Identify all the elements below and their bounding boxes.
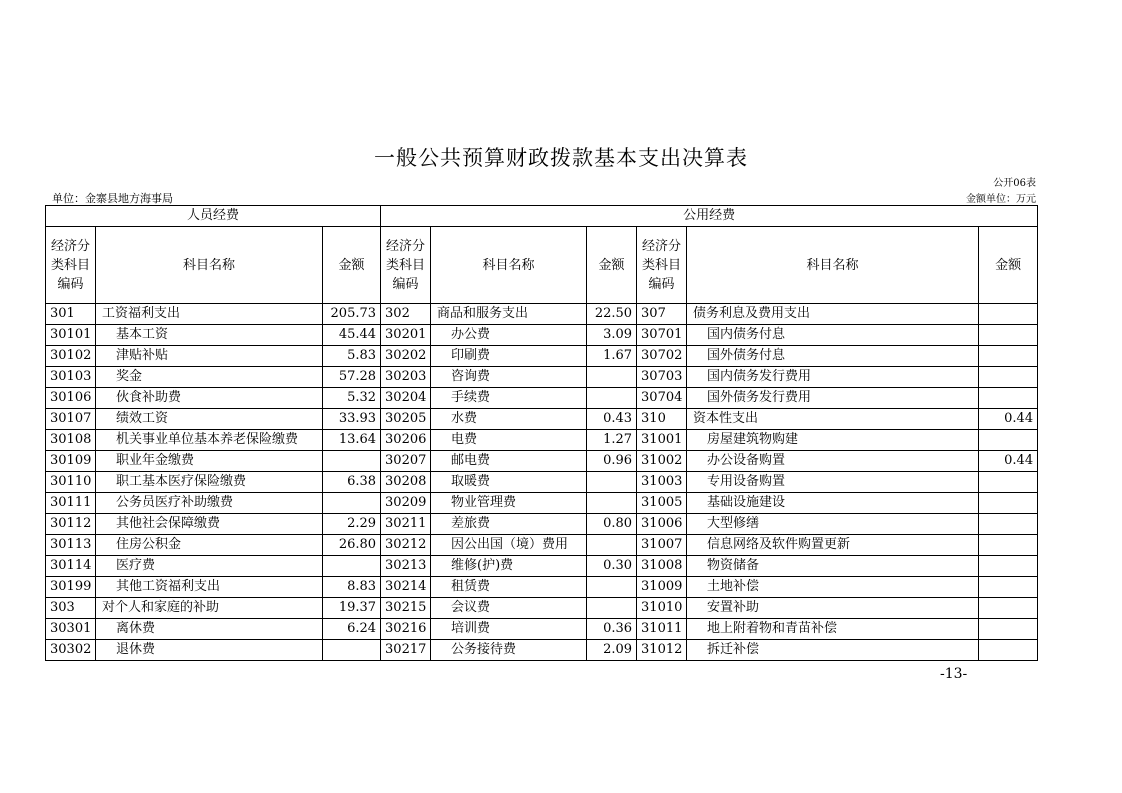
table-row [46,640,1038,661]
name-cell: 水费 [431,409,587,430]
amount-cell [323,640,381,661]
code-cell: 30106 [46,388,96,409]
amount-cell: 3.09 [587,325,637,346]
code-cell: 30102 [46,346,96,367]
code-cell: 31009 [637,577,687,598]
code-cell: 31002 [637,451,687,472]
code-cell: 30216 [381,619,431,640]
name-cell: 土地补偿 [687,577,979,598]
code-cell: 31007 [637,535,687,556]
code-cell: 30101 [46,325,96,346]
col-header-name: 科目名称 [431,227,587,304]
name-cell: 国外债务发行费用 [687,388,979,409]
name-cell: 奖金 [96,367,323,388]
col-header-name: 科目名称 [96,227,323,304]
table-row [46,493,1038,514]
amount-cell [979,619,1038,640]
code-cell: 30217 [381,640,431,661]
amount-cell [979,388,1038,409]
money-unit-label: 金额单位：万元 [966,194,1036,205]
code-cell: 30110 [46,472,96,493]
table-row [46,346,1038,367]
code-cell: 31010 [637,598,687,619]
code-cell: 30704 [637,388,687,409]
form-number: 公开06表 [993,178,1036,189]
name-cell: 物资储备 [687,556,979,577]
amount-cell [979,304,1038,325]
code-cell: 31008 [637,556,687,577]
code-cell: 30204 [381,388,431,409]
amount-cell: 205.73 [323,304,381,325]
page-number: -13- [940,666,968,682]
name-cell: 国外债务付息 [687,346,979,367]
amount-cell: 22.50 [587,304,637,325]
amount-cell [979,493,1038,514]
amount-cell: 1.27 [587,430,637,451]
page-title: 一般公共预算财政拨款基本支出决算表 [374,146,748,170]
col-header-name: 科目名称 [687,227,979,304]
amount-cell [587,472,637,493]
name-cell: 离休费 [96,619,323,640]
name-cell: 房屋建筑物购建 [687,430,979,451]
amount-cell: 5.83 [323,346,381,367]
amount-cell: 0.44 [979,409,1038,430]
table-row [46,514,1038,535]
amount-cell [979,472,1038,493]
amount-cell [587,535,637,556]
table-row [46,472,1038,493]
table-row [46,556,1038,577]
unit-label: 单位：金寨县地方海事局 [52,192,173,205]
code-cell: 30107 [46,409,96,430]
amount-cell: 2.29 [323,514,381,535]
name-cell: 取暖费 [431,472,587,493]
table-row [46,598,1038,619]
table-row [46,577,1038,598]
amount-cell [587,598,637,619]
col-header-amount: 金额 [587,227,637,304]
amount-cell [323,556,381,577]
amount-cell: 33.93 [323,409,381,430]
amount-cell: 45.44 [323,325,381,346]
amount-cell [979,367,1038,388]
table-body [46,304,1038,661]
table-row [46,451,1038,472]
name-cell: 差旅费 [431,514,587,535]
code-cell: 31012 [637,640,687,661]
amount-cell: 57.28 [323,367,381,388]
name-cell: 租赁费 [431,577,587,598]
name-cell: 商品和服务支出 [431,304,587,325]
group-header-public: 公用经费 [381,206,1038,227]
code-cell: 30205 [381,409,431,430]
code-cell: 302 [381,304,431,325]
name-cell: 拆迁补偿 [687,640,979,661]
code-cell: 310 [637,409,687,430]
code-cell: 30301 [46,619,96,640]
amount-cell [979,346,1038,367]
name-cell: 其他工资福利支出 [96,577,323,598]
name-cell: 办公设备购置 [687,451,979,472]
name-cell: 大型修缮 [687,514,979,535]
amount-cell [323,451,381,472]
name-cell: 机关事业单位基本养老保险缴费 [96,430,323,451]
amount-cell [979,514,1038,535]
code-cell: 30103 [46,367,96,388]
name-cell: 地上附着物和青苗补偿 [687,619,979,640]
name-cell: 维修(护)费 [431,556,587,577]
code-cell: 30215 [381,598,431,619]
name-cell: 债务利息及费用支出 [687,304,979,325]
code-cell: 30211 [381,514,431,535]
name-cell: 因公出国（境）费用 [431,535,587,556]
name-cell: 会议费 [431,598,587,619]
amount-cell [979,430,1038,451]
name-cell: 公务接待费 [431,640,587,661]
amount-cell [979,598,1038,619]
code-cell: 30206 [381,430,431,451]
amount-cell: 2.09 [587,640,637,661]
code-cell: 30199 [46,577,96,598]
amount-cell [587,367,637,388]
name-cell: 印刷费 [431,346,587,367]
amount-cell: 6.24 [323,619,381,640]
amount-cell [323,493,381,514]
name-cell: 办公费 [431,325,587,346]
col-header-amount: 金额 [323,227,381,304]
amount-cell [979,556,1038,577]
name-cell: 职业年金缴费 [96,451,323,472]
name-cell: 咨询费 [431,367,587,388]
code-cell: 30202 [381,346,431,367]
code-cell: 30209 [381,493,431,514]
name-cell: 资本性支出 [687,409,979,430]
name-cell: 住房公积金 [96,535,323,556]
code-cell: 30203 [381,367,431,388]
amount-cell [587,577,637,598]
code-cell: 303 [46,598,96,619]
name-cell: 邮电费 [431,451,587,472]
code-cell: 31001 [637,430,687,451]
group-header-personnel: 人员经费 [46,206,381,227]
name-cell: 手续费 [431,388,587,409]
amount-cell [979,640,1038,661]
name-cell: 医疗费 [96,556,323,577]
code-cell: 30701 [637,325,687,346]
table-row [46,388,1038,409]
amount-cell [587,493,637,514]
name-cell: 绩效工资 [96,409,323,430]
code-cell: 307 [637,304,687,325]
code-cell: 31003 [637,472,687,493]
code-cell: 30108 [46,430,96,451]
code-cell: 30212 [381,535,431,556]
code-cell: 30111 [46,493,96,514]
name-cell: 专用设备购置 [687,472,979,493]
name-cell: 国内债务发行费用 [687,367,979,388]
table-row [46,325,1038,346]
col-header-code: 经济分类科目编码 [381,227,431,304]
code-cell: 30213 [381,556,431,577]
code-cell: 30109 [46,451,96,472]
table-row [46,304,1038,325]
col-header-amount: 金额 [979,227,1038,304]
table-row [46,367,1038,388]
name-cell: 公务员医疗补助缴费 [96,493,323,514]
amount-cell [979,535,1038,556]
amount-cell: 1.67 [587,346,637,367]
table-row [46,619,1038,640]
amount-cell: 26.80 [323,535,381,556]
name-cell: 基础设施建设 [687,493,979,514]
code-cell: 30113 [46,535,96,556]
code-cell: 30702 [637,346,687,367]
code-cell: 30302 [46,640,96,661]
col-header-code: 经济分类科目编码 [46,227,96,304]
amount-cell: 0.36 [587,619,637,640]
amount-cell: 0.80 [587,514,637,535]
name-cell: 国内债务付息 [687,325,979,346]
name-cell: 安置补助 [687,598,979,619]
amount-cell [979,577,1038,598]
amount-cell: 0.43 [587,409,637,430]
name-cell: 退休费 [96,640,323,661]
name-cell: 伙食补助费 [96,388,323,409]
amount-cell: 0.30 [587,556,637,577]
code-cell: 301 [46,304,96,325]
code-cell: 31011 [637,619,687,640]
name-cell: 培训费 [431,619,587,640]
amount-cell: 0.44 [979,451,1038,472]
amount-cell: 8.83 [323,577,381,598]
table-row [46,430,1038,451]
name-cell: 工资福利支出 [96,304,323,325]
amount-cell: 13.64 [323,430,381,451]
code-cell: 30114 [46,556,96,577]
code-cell: 31006 [637,514,687,535]
amount-cell: 0.96 [587,451,637,472]
table-row [46,535,1038,556]
name-cell: 物业管理费 [431,493,587,514]
code-cell: 30208 [381,472,431,493]
amount-cell: 19.37 [323,598,381,619]
code-cell: 30112 [46,514,96,535]
code-cell: 30214 [381,577,431,598]
amount-cell [979,325,1038,346]
code-cell: 30703 [637,367,687,388]
name-cell: 对个人和家庭的补助 [96,598,323,619]
name-cell: 津贴补贴 [96,346,323,367]
name-cell: 基本工资 [96,325,323,346]
code-cell: 30207 [381,451,431,472]
table-row [46,409,1038,430]
amount-cell: 5.32 [323,388,381,409]
name-cell: 信息网络及软件购置更新 [687,535,979,556]
amount-cell [587,388,637,409]
code-cell: 30201 [381,325,431,346]
col-header-code: 经济分类科目编码 [637,227,687,304]
budget-table [45,205,1038,661]
name-cell: 其他社会保障缴费 [96,514,323,535]
amount-cell: 6.38 [323,472,381,493]
name-cell: 电费 [431,430,587,451]
name-cell: 职工基本医疗保险缴费 [96,472,323,493]
code-cell: 31005 [637,493,687,514]
